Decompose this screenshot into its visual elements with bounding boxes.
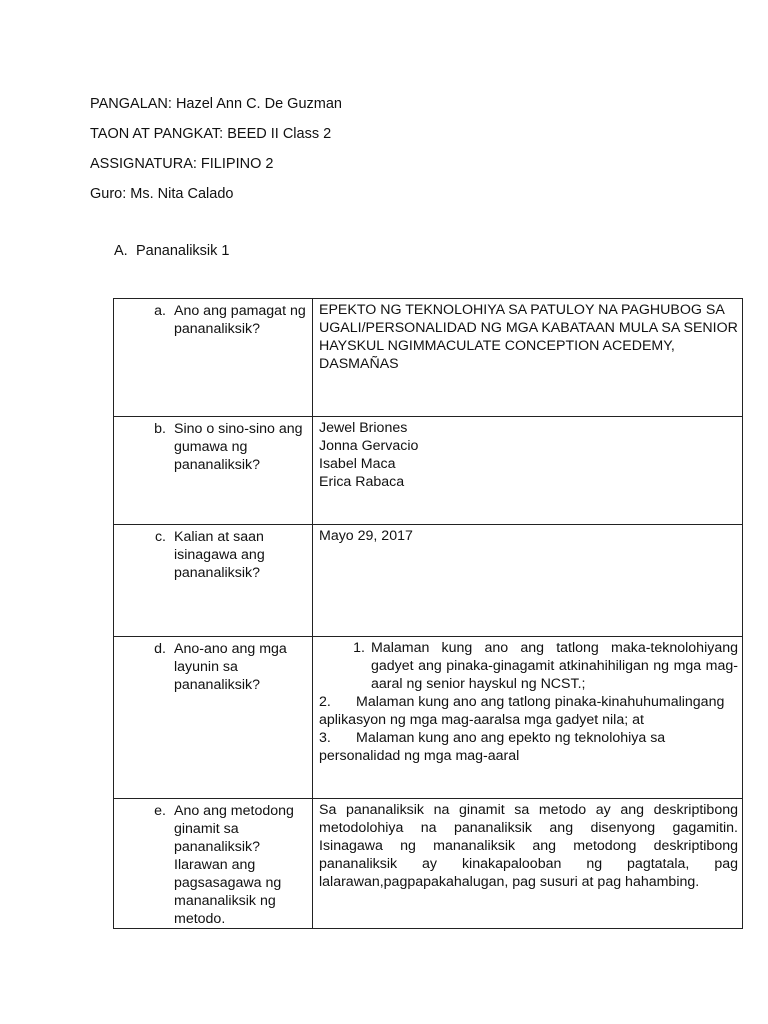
question-cell [114,799,313,929]
table-row [114,799,743,929]
author-name: Isabel Maca [319,456,396,472]
objective-number: 3. [319,730,331,746]
answer-cell [313,299,743,417]
section-title: Pananaliksik 1 [136,243,230,259]
author-name: Jonna Gervacio [319,438,419,454]
row-letter: a. [154,303,166,319]
row-letter: b. [154,421,166,437]
objective-number: 1. [353,640,365,656]
section-heading [114,243,230,259]
research-title: EPEKTO NG TEKNOLOHIYA SA PATULOY NA PAGHUBOG SA UGALI/PERSONALIDAD NG MGA KABATAAN MULA SA SENIOR HAYSKUL NGIMMACULATE CONCEPTION ACEDEMY, DASMAÑAS [319,302,738,372]
answer-cell [313,637,743,799]
subject: ASSIGNATURA: FILIPINO 2 [90,156,274,172]
table-row [114,299,743,417]
question-text: Ano-ano ang mga layunin sa pananaliksik? [174,641,287,693]
author-name: Jewel Briones [319,420,408,436]
table-row [114,417,743,525]
student-name: PANGALAN: Hazel Ann C. De Guzman [90,96,342,112]
answer-cell [313,525,743,637]
teacher: Guro: Ms. Nita Calado [90,186,234,202]
list-item [319,729,738,765]
objective-text: Malaman kung ano ang epekto ng teknolohiya sa personalidad ng mga mag-aaral [319,730,666,764]
research-date: Mayo 29, 2017 [319,528,413,544]
objectives-list [319,639,738,765]
research-table [113,298,743,929]
table-row [114,637,743,799]
row-letter: e. [154,803,166,819]
answer-cell [313,799,743,929]
objective-text: Malaman kung ano ang tatlong maka-teknolohiyang gadyet ang pinaka-ginagamit atkinahihiligan ng mga mag-aaral ng senior hayskul ng NCST.; [371,640,738,692]
question-cell [114,525,313,637]
question-cell [114,637,313,799]
objective-number: 2. [319,694,331,710]
question-cell [114,299,313,417]
answer-cell [313,417,743,525]
objective-text: Malaman kung ano ang tatlong pinaka-kinahuhumalingang aplikasyon ng mga mag-aaralsa mga gadyet nila; at [319,694,725,728]
question-text: Kalian at saan isinagawa ang pananaliksik? [174,529,265,581]
question-text: Ano ang metodong ginamit sa pananaliksik? Ilarawan ang pagsasagawa ng mananaliksik ng metodo. [174,803,294,927]
row-letter: d. [154,641,166,657]
year-and-section: TAON AT PANGKAT: BEED II Class 2 [90,126,332,142]
list-item [319,639,738,693]
list-item [319,693,738,729]
question-text: Ano ang pamagat ng pananaliksik? [174,303,306,337]
question-text: Sino o sino-sino ang gumawa ng pananaliksik? [174,421,303,473]
row-letter: c. [154,529,166,545]
question-cell [114,417,313,525]
section-letter: A. [114,243,128,259]
method-description: Sa pananaliksik na ginamit sa metodo ay ang deskriptibong metodolohiya na pananaliksik ang disenyong gagamitin. Isinagawa ng mananaliksik ang metodong deskriptibong pananaliksik ay kinakapalooban ng pagtatala, pag lalarawan,pagpapakahalugan, pag susuri at pag hahambing. [319,802,738,890]
author-name: Erica Rabaca [319,474,405,490]
table-row [114,525,743,637]
